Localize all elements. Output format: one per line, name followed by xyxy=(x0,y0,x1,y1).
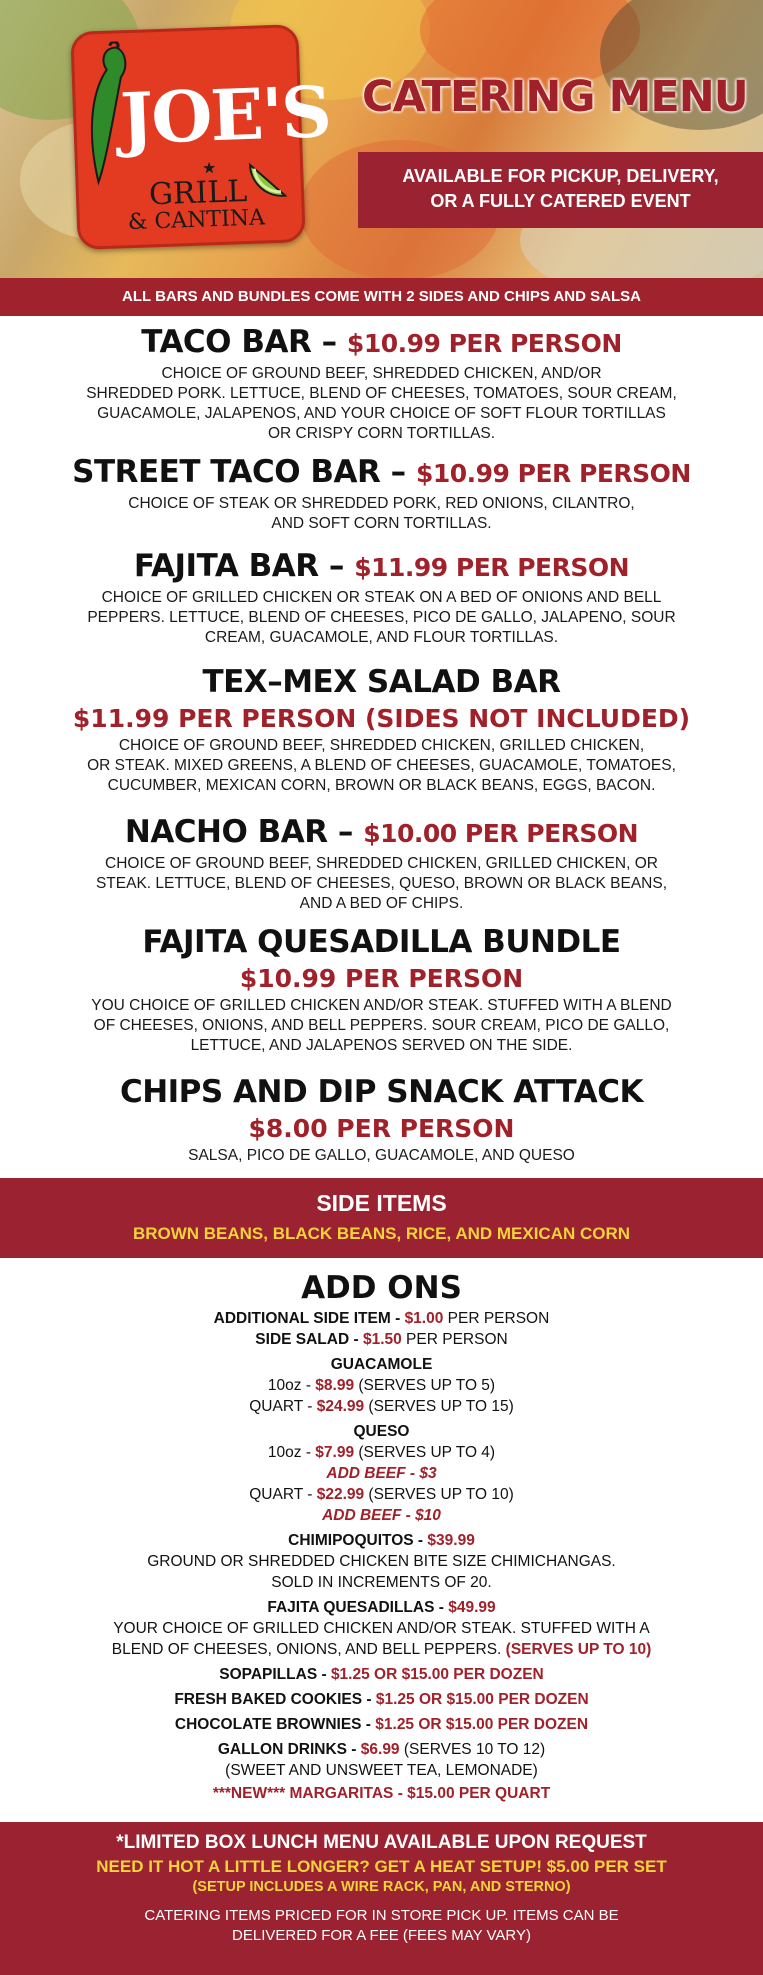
item-desc-line: SHREDDED PORK. LETTUCE, BLEND OF CHEESES, TOMATOES, SOUR CREAM, xyxy=(86,385,677,402)
addon-price: $1.25 OR $15.00 PER DOZEN xyxy=(375,1716,589,1733)
menu-item-street-taco-bar xyxy=(0,452,763,534)
addon-price: $1.00 xyxy=(404,1310,444,1327)
item-desc-line: OR CRISPY CORN TORTILLAS. xyxy=(267,425,496,442)
addon-sopapillas xyxy=(0,1664,763,1685)
item-name: STREET TACO BAR – xyxy=(72,454,406,490)
heat-setup-offer: NEED IT HOT A LITTLE LONGER? GET A HEAT SETUP! $5.00 PER SET xyxy=(96,1857,667,1876)
menu-item-nacho-bar xyxy=(0,812,763,914)
item-desc-line: CHOICE OF GRILLED CHICKEN OR STEAK ON A BED OF ONIONS AND BELL xyxy=(101,589,662,606)
addon-size: QUART - xyxy=(249,1486,317,1503)
addon-price: $1.25 OR $15.00 PER DOZEN xyxy=(330,1666,544,1683)
joes-logo xyxy=(70,24,332,250)
availability-line-2: OR A FULLY CATERED EVENT xyxy=(430,191,691,211)
star-icon: ★ xyxy=(201,160,217,178)
addon-label: CHIMIPOQUITOS - xyxy=(288,1532,428,1549)
menu-item-tex-mex-salad-bar xyxy=(0,662,763,796)
item-desc-line: CHOICE OF GROUND BEEF, SHREDDED CHICKEN, AND/OR xyxy=(161,365,602,382)
addon-price: $1.50 xyxy=(362,1331,402,1348)
addon-size: 10oz - xyxy=(267,1444,316,1461)
item-desc-line: OR STEAK. MIXED GREENS, A BLEND OF CHEESES, GUACAMOLE, TOMATOES, xyxy=(87,757,676,774)
menu-item-fajita-quesadilla-bundle xyxy=(0,922,763,1056)
item-desc-line: CREAM, GUACAMOLE, AND FLOUR TORTILLAS. xyxy=(204,629,559,646)
addon-additional-side xyxy=(0,1308,763,1329)
logo-cantina-text: & CANTINA xyxy=(127,205,266,236)
addon-serves: (SERVES UP TO 10) xyxy=(505,1641,652,1658)
item-price: $10.00 PER PERSON xyxy=(363,819,639,848)
side-items-banner xyxy=(0,1178,763,1258)
item-desc-line: PEPPERS. LETTUCE, BLEND OF CHEESES, PICO DE GALLO, JALAPENO, SOUR xyxy=(87,609,676,626)
item-desc-line: AND SOFT CORN TORTILLAS. xyxy=(271,515,492,532)
heat-setup-note: (SETUP INCLUDES A WIRE RACK, PAN, AND STERNO) xyxy=(192,1879,571,1895)
addon-label: FRESH BAKED COOKIES - xyxy=(174,1691,376,1708)
addon-size: QUART - xyxy=(249,1398,317,1415)
add-ons-title: ADD ONS xyxy=(301,1270,462,1306)
item-desc-line: CHOICE OF GROUND BEEF, SHREDDED CHICKEN, GRILLED CHICKEN, xyxy=(118,737,645,754)
chimipoquitos-desc-2: SOLD IN INCREMENTS OF 20. xyxy=(271,1574,492,1591)
hero-food-photo xyxy=(0,0,763,278)
gallon-drinks-desc: (SWEET AND UNSWEET TEA, LEMONADE) xyxy=(225,1762,538,1779)
addon-size: 10oz - xyxy=(267,1377,316,1394)
item-desc-line: CHOICE OF GROUND BEEF, SHREDDED CHICKEN, GRILLED CHICKEN, OR xyxy=(105,855,658,872)
queso-quart-add-beef: ADD BEEF - $10 xyxy=(322,1507,441,1524)
addon-price: $22.99 xyxy=(316,1486,365,1503)
item-desc-line: STEAK. LETTUCE, BLEND OF CHEESES, QUESO, BROWN OR BLACK BEANS, xyxy=(95,875,668,892)
availability-line-1: AVAILABLE FOR PICKUP, DELIVERY, xyxy=(402,166,719,186)
addon-price: $7.99 xyxy=(315,1444,355,1461)
item-name: NACHO BAR – xyxy=(124,814,353,850)
guacamole-10oz xyxy=(0,1375,763,1396)
addon-serves: (SERVES UP TO 10) xyxy=(364,1486,514,1503)
addon-serves: (SERVES UP TO 15) xyxy=(364,1398,514,1415)
page-title: CATERING MENU xyxy=(362,72,748,122)
menu-item-chips-and-dip xyxy=(0,1072,763,1166)
addon-cookies xyxy=(0,1689,763,1710)
addon-brownies xyxy=(0,1714,763,1735)
item-desc-line: LETTUCE, AND JALAPENOS SERVED ON THE SIDE. xyxy=(190,1037,573,1054)
menu-item-fajita-bar xyxy=(0,546,763,648)
item-price: $10.99 PER PERSON xyxy=(346,329,622,358)
addon-label: CHOCOLATE BROWNIES - xyxy=(174,1716,376,1733)
addon-fajita-quesadillas xyxy=(0,1597,763,1618)
addon-unit: PER PERSON xyxy=(443,1310,550,1327)
logo-grill-text: GRILL xyxy=(148,173,248,213)
item-desc-line: OF CHEESES, ONIONS, AND BELL PEPPERS. SOUR CREAM, PICO DE GALLO, xyxy=(93,1017,670,1034)
addon-price: $8.99 xyxy=(315,1377,355,1394)
queso-title: QUESO xyxy=(353,1423,410,1440)
item-price: $11.99 PER PERSON (SIDES NOT INCLUDED) xyxy=(72,704,691,733)
item-name: CHIPS AND DIP SNACK ATTACK xyxy=(119,1074,644,1110)
side-items-list: BROWN BEANS, BLACK BEANS, RICE, AND MEXICAN CORN xyxy=(132,1224,631,1243)
addon-desc: BLEND OF CHEESES, ONIONS, AND BELL PEPPERS. xyxy=(111,1641,506,1658)
addon-unit: PER PERSON xyxy=(401,1331,508,1348)
fajita-quesadillas-desc-2 xyxy=(0,1639,763,1660)
addon-price: $39.99 xyxy=(427,1532,475,1549)
menu-item-taco-bar xyxy=(0,322,763,444)
addon-margaritas: ***NEW*** MARGARITAS - $15.00 PER QUART xyxy=(212,1785,551,1802)
item-desc-line: CHOICE OF STEAK OR SHREDDED PORK, RED ONIONS, CILANTRO, xyxy=(128,495,635,512)
item-price: $8.00 PER PERSON xyxy=(248,1114,515,1143)
addon-side-salad xyxy=(0,1329,763,1350)
item-name: FAJITA BAR – xyxy=(133,548,344,584)
item-desc-line: GUACAMOLE, JALAPENOS, AND YOUR CHOICE OF SOFT FLOUR TORTILLAS xyxy=(97,405,666,422)
queso-quart xyxy=(0,1484,763,1505)
item-desc-line: AND A BED OF CHIPS. xyxy=(299,895,464,912)
addon-label: SIDE SALAD - xyxy=(255,1331,363,1348)
footer-banner xyxy=(0,1822,763,1975)
guacamole-title: GUACAMOLE xyxy=(330,1356,433,1373)
addon-label: SOPAPILLAS - xyxy=(219,1666,331,1683)
addon-price: $1.25 OR $15.00 PER DOZEN xyxy=(375,1691,589,1708)
box-lunch-note: *LIMITED BOX LUNCH MENU AVAILABLE UPON REQUEST xyxy=(116,1832,647,1853)
add-ons-section xyxy=(0,1268,763,1804)
addon-price: $6.99 xyxy=(360,1741,400,1758)
guacamole-quart xyxy=(0,1396,763,1417)
item-price: $10.99 PER PERSON xyxy=(239,964,524,993)
addon-chimipoquitos xyxy=(0,1530,763,1551)
item-price: $11.99 PER PERSON xyxy=(354,553,630,582)
addon-label: FAJITA QUESADILLAS - xyxy=(267,1599,449,1616)
addon-serves: (SERVES UP TO 5) xyxy=(354,1377,496,1394)
all-bars-note: ALL BARS AND BUNDLES COME WITH 2 SIDES AND CHIPS AND SALSA xyxy=(0,278,763,316)
availability-banner xyxy=(358,152,763,228)
item-desc-line: CUCUMBER, MEXICAN CORN, BROWN OR BLACK BEANS, EGGS, BACON. xyxy=(107,777,656,794)
addon-gallon-drinks xyxy=(0,1739,763,1760)
pricing-note-line-2: DELIVERED FOR A FEE (FEES MAY VARY) xyxy=(232,1927,531,1944)
side-items-title: SIDE ITEMS xyxy=(316,1190,447,1216)
addon-price: $49.99 xyxy=(448,1599,496,1616)
queso-10oz-add-beef: ADD BEEF - $3 xyxy=(326,1465,437,1482)
item-name: TEX–MEX SALAD BAR xyxy=(202,664,561,700)
item-name: FAJITA QUESADILLA BUNDLE xyxy=(142,924,621,960)
addon-label: GALLON DRINKS - xyxy=(217,1741,361,1758)
item-name: TACO BAR – xyxy=(141,324,337,360)
chimipoquitos-desc-1: GROUND OR SHREDDED CHICKEN BITE SIZE CHIMICHANGAS. xyxy=(147,1553,616,1570)
item-price: $10.99 PER PERSON xyxy=(415,459,691,488)
item-desc-line: SALSA, PICO DE GALLO, GUACAMOLE, AND QUESO xyxy=(188,1147,575,1164)
queso-10oz xyxy=(0,1442,763,1463)
addon-serves: (SERVES UP TO 4) xyxy=(354,1444,496,1461)
addon-price: $24.99 xyxy=(316,1398,365,1415)
logo-joes-text: JOE'S xyxy=(118,70,332,161)
addon-serves: (SERVES 10 TO 12) xyxy=(399,1741,546,1758)
addon-label: ADDITIONAL SIDE ITEM - xyxy=(213,1310,405,1327)
pricing-note-line-1: CATERING ITEMS PRICED FOR IN STORE PICK UP. ITEMS CAN BE xyxy=(144,1907,619,1924)
lime-icon xyxy=(246,158,289,201)
item-desc-line: YOU CHOICE OF GRILLED CHICKEN AND/OR STEAK. STUFFED WITH A BLEND xyxy=(91,997,672,1014)
fajita-quesadillas-desc-1: YOUR CHOICE OF GRILLED CHICKEN AND/OR STEAK. STUFFED WITH A xyxy=(113,1620,650,1637)
